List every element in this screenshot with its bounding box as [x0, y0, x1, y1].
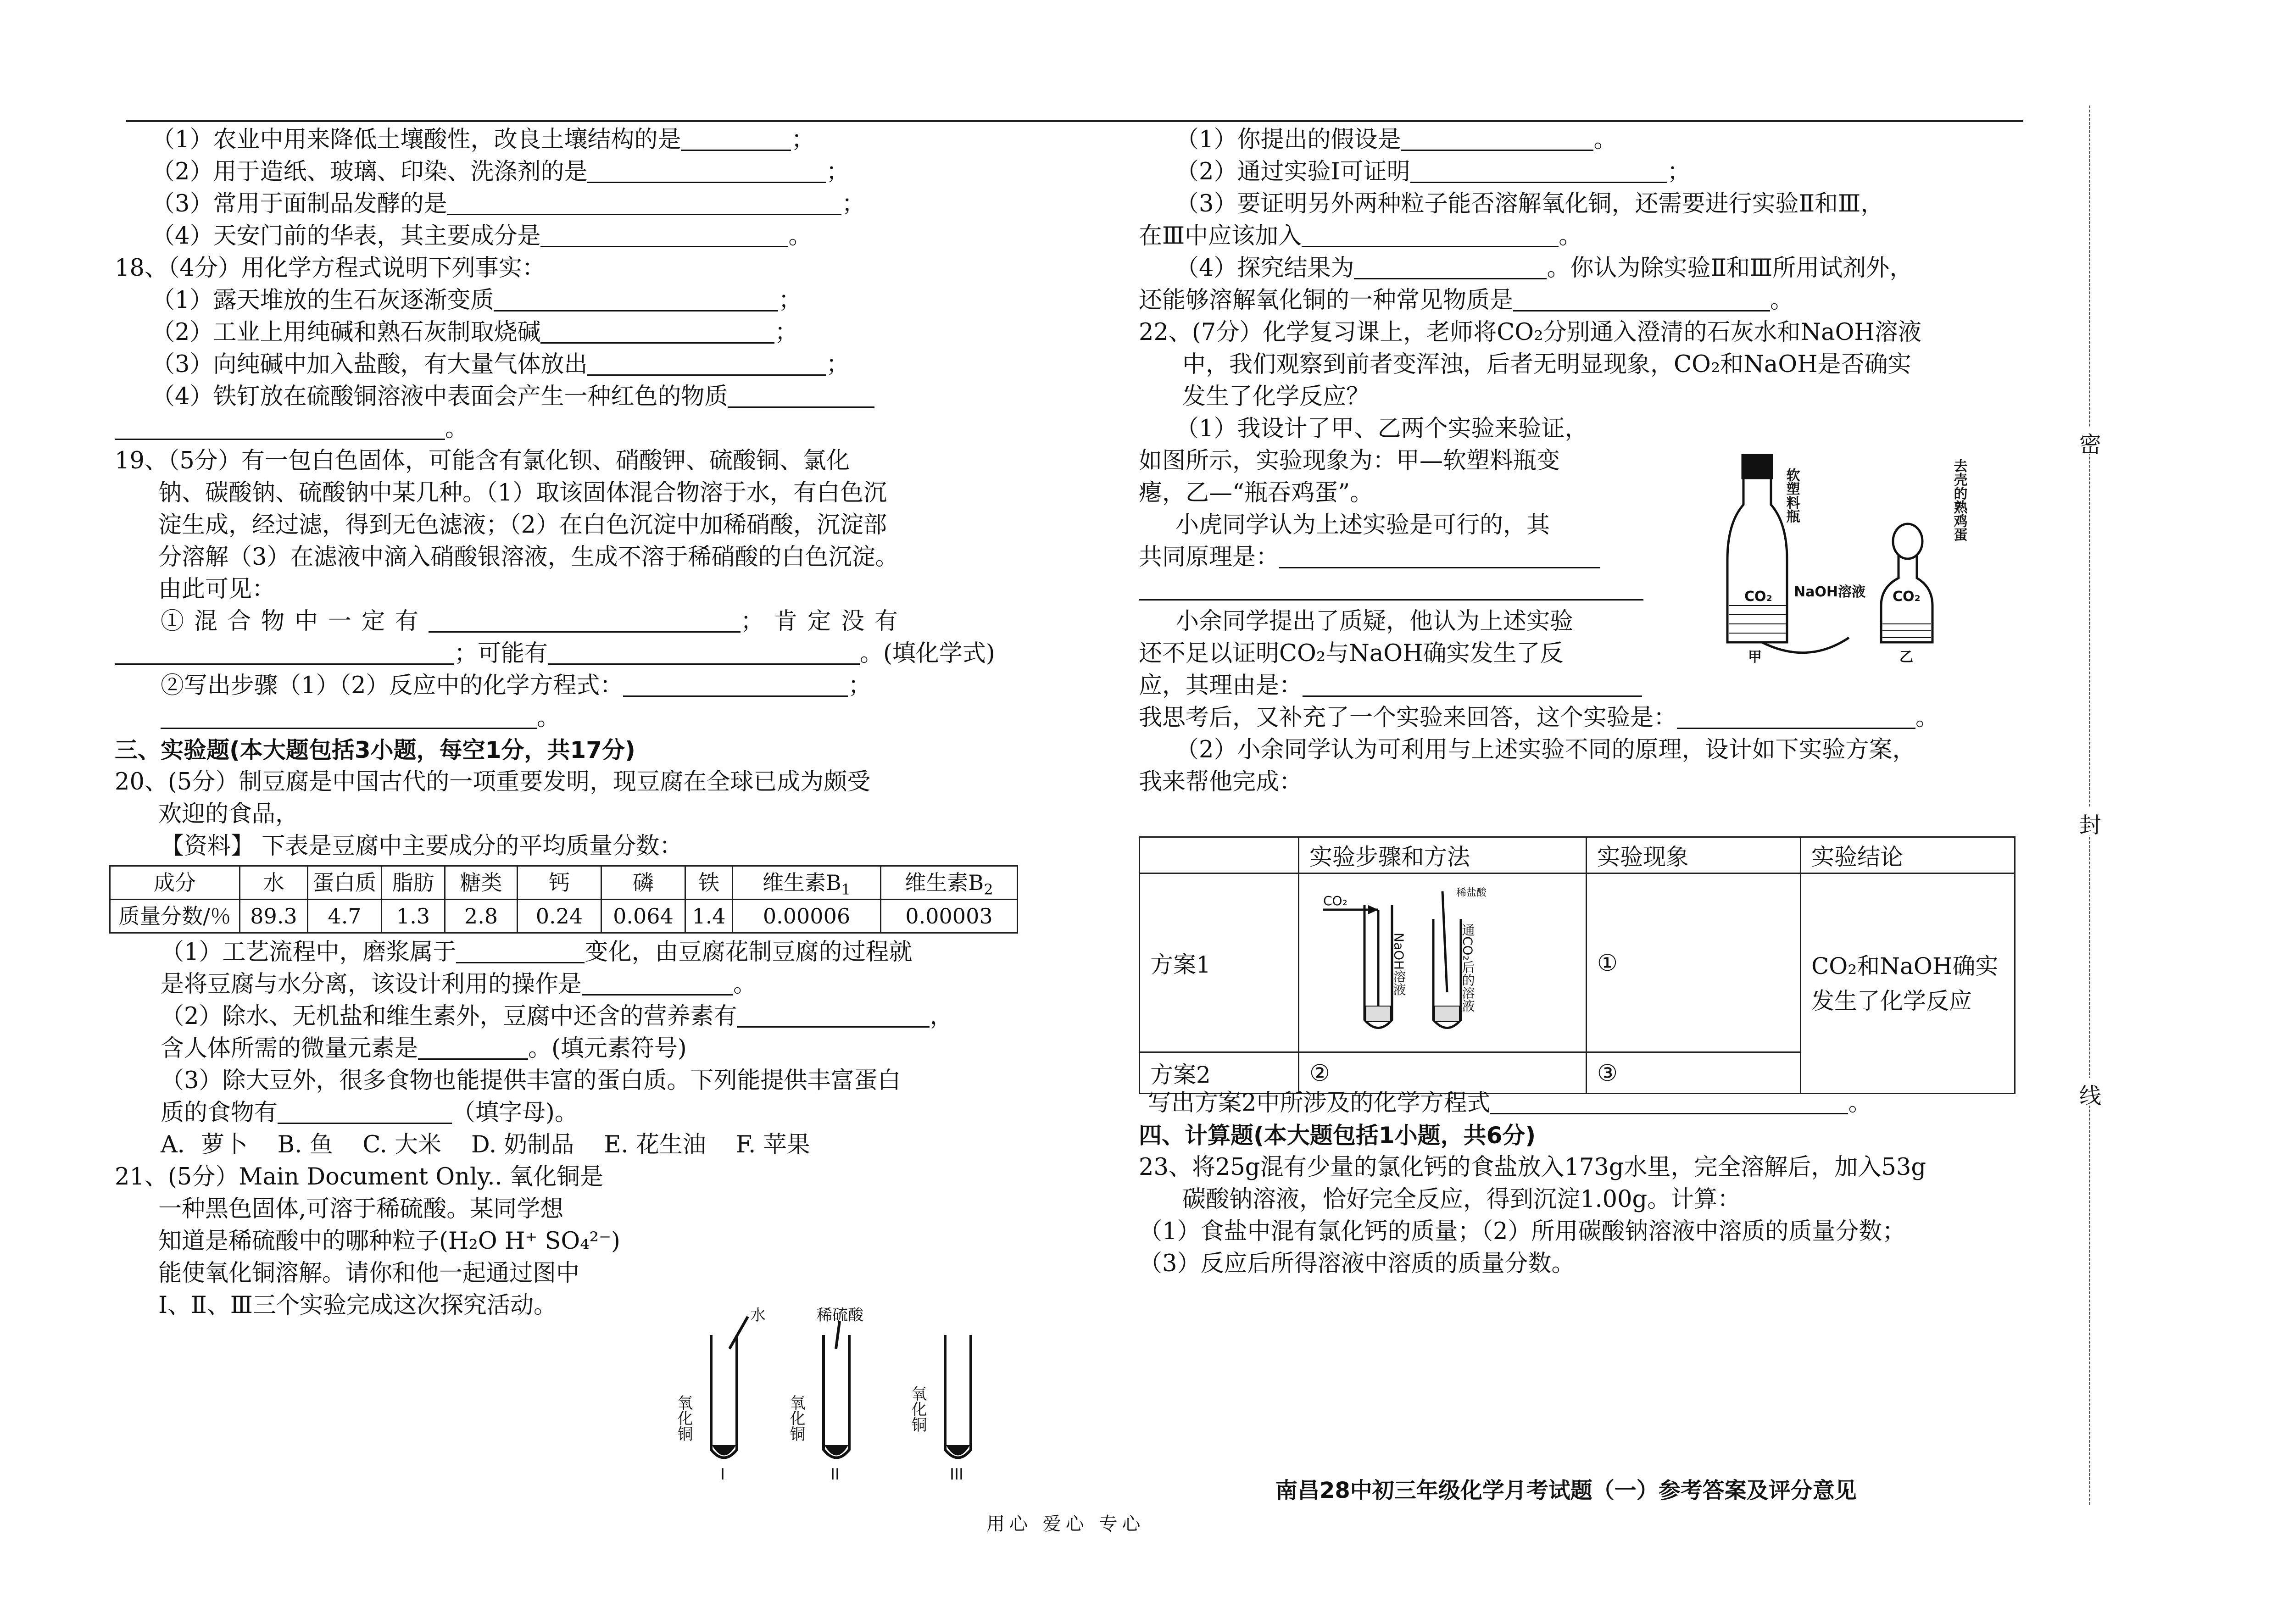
q17-item-1: （1）农业中用来降低土壤酸性，改良土壤结构的是 ；	[151, 126, 815, 153]
q22-line-1: 22、(7分）化学复习课上，老师将CO₂分别通入澄清的石灰水和NaOH溶液	[1139, 319, 1921, 346]
table-cell: 方案2	[1140, 1052, 1299, 1094]
q21-line-4: 能使氧化铜溶解。请你和他一起通过图中	[158, 1260, 580, 1287]
q22-line-9: 小余同学提出了质疑，他认为上述实验	[1175, 608, 1574, 635]
table-cell: 维生素$B_2$	[881, 866, 1018, 900]
label-acid: 稀硫酸	[817, 1307, 863, 1324]
label-naoh-solution: NaOH溶液	[1391, 932, 1407, 996]
header-rule	[126, 120, 2023, 122]
table-cell: ①	[1587, 873, 1801, 1052]
q19-line-3: 淀生成，经过滤，得到无色滤液；（2）在白色沉淀中加稀硝酸，沉淀部	[158, 512, 887, 539]
answer-blank[interactable]	[1354, 254, 1547, 279]
q21-part-3-cont: 在Ⅲ中应该加入 。	[1139, 222, 1582, 250]
answer-blank[interactable]	[115, 415, 445, 440]
section-3-title: 三、实验题(本大题包括3小题，每空1分，共17分)	[115, 737, 635, 763]
label-boiled-egg: 去壳的熟鸡蛋	[1951, 459, 1967, 541]
flask-liquid-hatch	[1882, 624, 1931, 638]
table-cell: 蛋白质	[308, 866, 382, 900]
left-column	[115, 124, 1060, 1322]
table-cell: CO₂和NaOH确实发生了化学反应	[1801, 873, 2015, 1094]
q19-line-5: 由此可见：	[158, 576, 276, 603]
bottle-egg-figure	[1716, 450, 1982, 665]
test-tube-figure	[665, 1307, 1078, 1482]
label-naoh: NaOH溶液	[1794, 584, 1865, 600]
arrow-head	[1368, 905, 1378, 914]
section-4-title: 四、计算题(本大题包括1小题，共6分)	[1139, 1122, 1536, 1149]
table-cell: 糖类	[445, 866, 518, 900]
answer-blank[interactable]	[681, 126, 791, 151]
page-footer: 用心 爱心 专心	[986, 1513, 1145, 1535]
q20-part-3: （3）除大豆外，很多食物也能提供丰富的蛋白质。下列能提供丰富蛋白	[161, 1067, 901, 1094]
test-tube-diagram	[665, 1307, 1078, 1482]
answer-blank[interactable]	[1513, 286, 1770, 311]
q17-item-2: （2）用于造纸、玻璃、印染、洗涤剂的是 ；	[151, 158, 850, 185]
seal-char-mi: 密	[2077, 427, 2103, 454]
q23-line-2: 碳酸钠溶液，恰好完全反应，得到沉淀1.00g。计算：	[1182, 1186, 1741, 1213]
q22-line-5: 如图所示，实验现象为：甲—软塑料瓶变	[1139, 447, 1560, 474]
label-tube-2: II	[830, 1465, 840, 1482]
seal-char-xian: 线	[2077, 1078, 2103, 1106]
label-co2: CO₂	[1323, 893, 1347, 908]
answer-blank[interactable]	[587, 158, 826, 183]
answer-blank[interactable]	[418, 1034, 528, 1060]
table-cell: 89.3	[240, 900, 308, 933]
table-cell: ②	[1299, 1052, 1587, 1094]
q22-line-10: 还不足以证明CO₂与NaOH确实发生了反	[1139, 640, 1564, 667]
q22-line-3: 发生了化学反应？	[1182, 383, 1370, 410]
q21-line-1: 21、(5分）Main Document Only.. 氧化铜是	[115, 1163, 603, 1190]
answer-blank[interactable]	[429, 607, 741, 633]
table-cell: 成分	[110, 866, 240, 900]
pointer-acid	[836, 1321, 840, 1349]
soft-plastic-bottle	[1727, 478, 1787, 642]
experiment-table	[1139, 836, 2016, 1094]
q17-item-4: （4）天安门前的华表，其主要成分是 。	[151, 222, 812, 250]
dropper	[1442, 891, 1447, 992]
table-cell: 磷	[601, 866, 685, 900]
q22-line-7: 小虎同学认为上述实验是可行的，其	[1175, 512, 1550, 539]
answer-blank[interactable]	[161, 704, 537, 729]
q23-line-3: （1）食盐中混有氯化钙的质量；（2）所用碳酸钠溶液中溶质的质量分数；	[1139, 1218, 1906, 1245]
pointer-water	[729, 1317, 748, 1349]
answer-blank[interactable]	[548, 640, 860, 665]
q21-line-2: 一种黑色固体,可溶于稀硫酸。某同学想	[158, 1196, 564, 1223]
label-dilute-hcl: 稀盐酸	[1456, 887, 1487, 899]
answer-blank[interactable]	[278, 1099, 452, 1124]
label-soft-bottle: 软塑料瓶	[1783, 468, 1800, 523]
q21-part-4: （4）探究结果为 。你认为除实验Ⅱ和Ⅲ所用试剂外，	[1175, 255, 1913, 282]
q20-line-1: 20、(5分）制豆腐是中国古代的一项重要发明，现豆腐在全球已成为颇受	[115, 768, 871, 795]
q22-line-13: （2）小余同学认为可利用与上述实验不同的原理，设计如下实验方案，	[1175, 736, 1916, 763]
table-cell	[1299, 873, 1587, 1052]
q19-answer-3: ②写出步骤（1）（2）反应中的化学方程式： ；	[161, 672, 872, 699]
answer-blank[interactable]	[494, 286, 778, 311]
answer-blank[interactable]	[737, 1002, 930, 1028]
table-cell: 实验结论	[1801, 837, 2015, 873]
table-cell: 质量分数/％	[110, 900, 240, 933]
q21-part-3: （3）要证明另外两种粒子能否溶解氧化铜，还需要进行实验Ⅱ和Ⅲ，	[1175, 190, 1884, 217]
liquid-a	[1366, 1006, 1391, 1022]
label-jia: 甲	[1748, 649, 1762, 665]
bottle-liquid-hatch	[1729, 606, 1786, 633]
table-cell: 0.24	[518, 900, 601, 933]
label-water: 水	[750, 1307, 766, 1324]
egg	[1893, 524, 1922, 559]
q22-line-6: 瘪，乙—“瓶吞鸡蛋”。	[1139, 479, 1374, 506]
scheme-1-diagram	[1309, 882, 1539, 1038]
label-cuo-1: 氧化铜	[674, 1395, 693, 1441]
answer-blank[interactable]	[587, 350, 826, 376]
q21-part-4-cont: 还能够溶解氧化铜的一种常见物质是 。	[1139, 287, 1794, 314]
answer-blank[interactable]	[582, 970, 733, 996]
answer-blank[interactable]	[1302, 222, 1559, 247]
table-cell: 2.8	[445, 900, 518, 933]
bottle-egg-diagram	[1716, 450, 1982, 665]
q20-part-1-cont: 是将豆腐与水分离，该设计利用的操作是 。	[161, 971, 757, 998]
answer-blank[interactable]	[1279, 543, 1600, 568]
q20-options: A．萝卜 B. 鱼 C. 大米 D. 奶制品 E. 花生油 F. 苹果	[161, 1131, 810, 1158]
nutrition-table	[109, 865, 1018, 934]
table-cell: 钙	[518, 866, 601, 900]
q19-answer-2: ；可能有 。(填化学式)	[115, 638, 1060, 670]
q21-part-2: （2）通过实验Ⅰ可证明 ；	[1175, 158, 1691, 185]
table-cell: 0.00006	[733, 900, 881, 933]
q22-line-2: 中，我们观察到前者变浑浊，后者无明显现象，CO₂和NaOH是否确实	[1182, 351, 1911, 378]
table-cell: 0.00003	[881, 900, 1018, 933]
table-cell: 1.3	[382, 900, 445, 933]
table-cell: 1.4	[685, 900, 733, 933]
answer-blank[interactable]	[540, 318, 774, 344]
tube-2	[824, 1335, 849, 1458]
q18-item-2: （2）工业上用纯碱和熟石灰制取烧碱 ；	[151, 319, 798, 346]
answer-blank[interactable]	[1490, 1089, 1848, 1114]
label-tube-3: III	[950, 1465, 964, 1482]
label-cuo-3: 氧化铜	[908, 1385, 927, 1432]
table-cell: 实验现象	[1587, 837, 1801, 873]
tube-1	[711, 1335, 737, 1458]
q20-part-1: （1）工艺流程中，磨浆属于 变化，由豆腐花制豆腐的过程就	[161, 939, 913, 966]
q22-line-11: 应，其理由是：	[1139, 670, 2024, 702]
q19-answer-1: ①混合物中一定有 ；肯定没有	[161, 608, 908, 635]
q20-resource: 【资料】 下表是豆腐中主要成分的平均质量分数：	[161, 833, 683, 860]
table-row	[1140, 873, 2015, 1052]
answer-blank[interactable]	[447, 190, 841, 215]
answer-blank[interactable]	[456, 938, 585, 963]
q19-line-2: 钠、碳酸钠、硫酸钠中某几种。（1）取该固体混合物溶于水，有白色沉	[158, 479, 887, 506]
q22-line-8: 共同原理是：	[1139, 541, 2024, 573]
q18-stem: 18、（4分）用化学方程式说明下列事实：	[115, 255, 546, 282]
table-row	[110, 866, 1018, 900]
q23-line-1: 23、将25g混有少量的氯化钙的食盐放入173g水里，完全溶解后，加入53g	[1139, 1154, 1926, 1181]
q19-line-1: 19、（5分）有一包白色固体，可能含有氯化钡、硝酸钾、硫酸铜、氯化	[115, 447, 850, 474]
answer-blank[interactable]	[1303, 672, 1642, 697]
table-cell: 0.064	[601, 900, 685, 933]
q22-line-14: 我来帮他完成：	[1139, 768, 1303, 795]
answer-blank[interactable]	[115, 640, 454, 665]
table-cell: ③	[1587, 1052, 1801, 1094]
label-tube-1: I	[720, 1465, 725, 1482]
bottle-cap	[1743, 455, 1772, 478]
label-after-co2: 通CO₂后的溶液	[1460, 923, 1476, 1012]
answer-blank[interactable]	[623, 672, 848, 697]
table-cell: 脂肪	[382, 866, 445, 900]
liquid-b	[1435, 1006, 1459, 1022]
q22-line-12: 我思考后，又补充了一个实验来回答，这个实验是： 。	[1139, 704, 1939, 731]
answer-blank[interactable]	[540, 222, 788, 247]
label-cuo-2: 氧化铜	[787, 1395, 805, 1441]
answer-blank[interactable]	[728, 383, 874, 408]
q21-line-5: Ⅰ、Ⅱ、Ⅲ三个实验完成这次探究活动。	[158, 1292, 557, 1319]
table-cell	[1140, 837, 1299, 873]
q18-item-4-cont: 。	[115, 413, 1060, 445]
seal-line	[2089, 106, 2090, 1505]
table-cell: 4.7	[308, 900, 382, 933]
seal-char-feng: 封	[2077, 807, 2103, 835]
answer-blank[interactable]	[1677, 704, 1915, 729]
table-cell: 维生素$B_1$	[733, 866, 881, 900]
q18-item-1: （1）露天堆放的生石灰逐渐变质 ；	[151, 287, 802, 314]
table-cell: 铁	[685, 866, 733, 900]
table-row	[1140, 837, 2015, 873]
q20-part-2-cont: 含人体所需的微量元素是 。(填元素符号)	[161, 1035, 687, 1062]
answer-key-title: 南昌28中初三年级化学月考试题（一）参考答案及评分意见	[1275, 1478, 1857, 1503]
q23-line-4: （3）反应后所得溶液中溶质的质量分数。	[1139, 1250, 1575, 1277]
answer-blank[interactable]	[1410, 158, 1667, 183]
answer-blank[interactable]	[1401, 126, 1593, 151]
q17-item-3: （3）常用于面制品发酵的是 ；	[151, 190, 865, 217]
q21-line-3: 知道是稀硫酸中的哪种粒子(H₂O H⁺ SO₄²⁻)	[158, 1228, 620, 1255]
q18-item-4: （4）铁钉放在硫酸铜溶液中表面会产生一种红色的物质	[115, 381, 1060, 413]
tube-3	[945, 1335, 971, 1458]
table-cell: 实验步骤和方法	[1299, 837, 1587, 873]
label-co2-bottle: CO₂	[1744, 589, 1772, 605]
q18-item-3: （3）向纯碱中加入盐酸，有大量气体放出 ；	[151, 351, 850, 378]
answer-blank[interactable]	[1139, 575, 1643, 601]
q21-part-1: （1）你提出的假设是 。	[1175, 126, 1617, 153]
q19-answer-3-cont: 。	[115, 702, 1060, 734]
label-yi: 乙	[1899, 649, 1913, 665]
q19-line-4: 分溶解（3）在滤液中滴入硝酸银溶液，生成不溶于稀硝酸的白色沉淀。	[158, 544, 899, 571]
q22-line-4: （1）我设计了甲、乙两个实验来验证，	[1175, 415, 1588, 442]
connector-line	[1762, 638, 1849, 653]
table-cell: 方案1	[1140, 873, 1299, 1052]
table-cell: 水	[240, 866, 308, 900]
table-row	[110, 900, 1018, 933]
label-co2-flask: CO₂	[1893, 589, 1921, 605]
scheme-2-equation: 写出方案2中所涉及的化学方程式 。	[1148, 1090, 1872, 1117]
right-column-lower	[1139, 1087, 2024, 1280]
q20-part-3-cont: 质的食物有 （填字母)。	[161, 1099, 578, 1126]
q20-line-2: 欢迎的食品，	[158, 801, 299, 828]
q20-part-2: （2）除水、无机盐和维生素外，豆腐中还含的营养素有 ，	[161, 1003, 953, 1030]
